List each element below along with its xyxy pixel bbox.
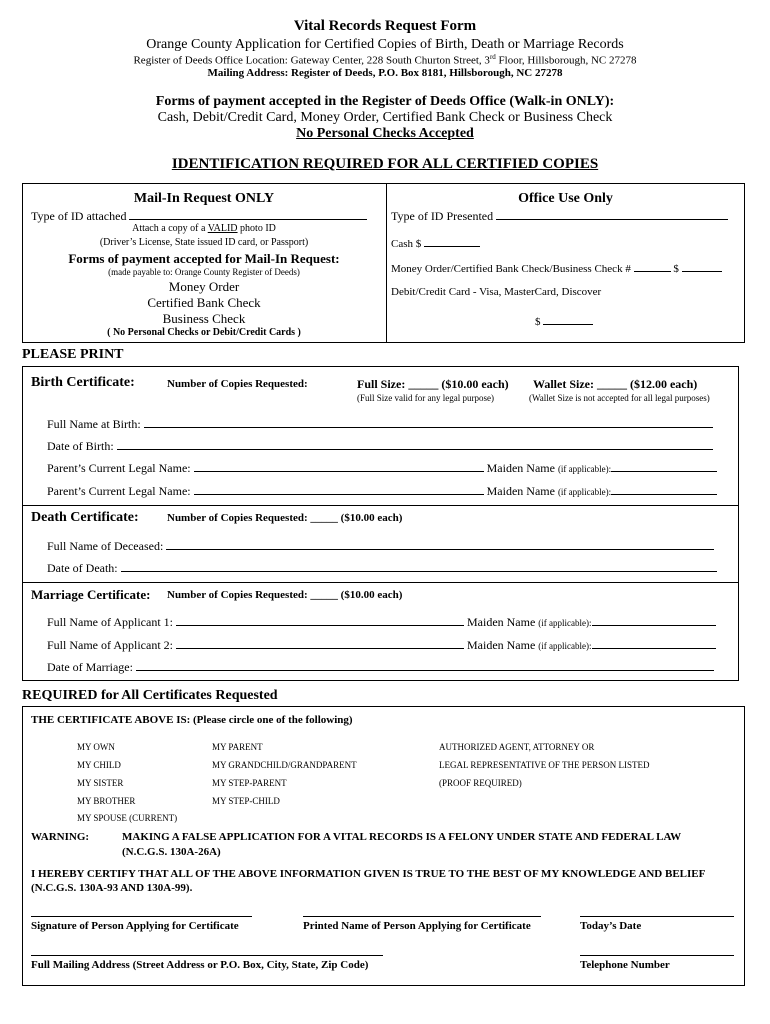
rel-my-parent[interactable]: MY PARENT	[212, 742, 263, 752]
rel-my-grandchild-grandparent[interactable]: MY GRANDCHILD/GRANDPARENT	[212, 760, 357, 770]
warning-text: MAKING A FALSE APPLICATION FOR A VITAL RECORDS IS A FELONY UNDER STATE AND FEDERAL LAW	[122, 831, 682, 843]
todays-date-line[interactable]	[580, 916, 734, 917]
rel-my-brother[interactable]: MY BROTHER	[77, 796, 136, 806]
mail-in-title: Mail-In Request ONLY	[133, 191, 275, 206]
rel-proof-required: (PROOF REQUIRED)	[439, 778, 522, 788]
marriage-applicant1-field[interactable]	[176, 614, 464, 626]
rel-my-own[interactable]: MY OWN	[77, 742, 115, 752]
signature-label: Signature of Person Applying for Certificate	[31, 920, 239, 932]
birth-dob-field[interactable]	[117, 438, 713, 450]
birth-full-name: Full Name at Birth:	[47, 416, 713, 432]
marriage-dom-field[interactable]	[136, 659, 714, 671]
birth-dob: Date of Birth:	[47, 438, 713, 454]
rel-my-step-parent[interactable]: MY STEP-PARENT	[212, 778, 287, 788]
rel-authorized-agent[interactable]: AUTHORIZED AGENT, ATTORNEY OR	[439, 742, 595, 752]
rel-legal-representative: LEGAL REPRESENTATIVE OF THE PERSON LISTED	[439, 760, 650, 770]
birth-full-note: (Full Size valid for any legal purpose)	[357, 393, 494, 403]
method-bank-check: Certified Bank Check	[147, 295, 261, 310]
birth-full-size[interactable]: Full Size: _____ ($10.00 each)	[357, 377, 509, 391]
death-title: Death Certificate:	[31, 510, 139, 525]
todays-date-label: Today’s Date	[580, 920, 642, 932]
method-business-check: Business Check	[162, 311, 246, 326]
marriage-title: Marriage Certificate:	[31, 587, 151, 602]
birth-parent1-field[interactable]	[194, 460, 484, 472]
certify-statement: I HEREBY CERTIFY THAT ALL OF THE ABOVE INFORMATION GIVEN IS TRUE TO THE BEST OF MY KNOWLEDGE AND BELIEF	[31, 868, 706, 880]
marriage-dom: Date of Marriage:	[47, 659, 714, 675]
office-total-field[interactable]	[543, 313, 593, 325]
mail-in-id-type-field[interactable]	[129, 208, 367, 220]
office-location: Register of Deeds Office Location: Gateway Center, 228 South Churton Street, 3rd Floor, Hillsborough, NC 27278	[133, 53, 637, 67]
death-copies-label[interactable]: Number of Copies Requested: _____ ($10.00 each)	[167, 512, 403, 524]
mail-in-id-type: Type of ID attached	[31, 208, 367, 224]
walkin-payment-heading: Forms of payment accepted in the Register of Deeds Office (Walk-in ONLY):	[155, 94, 615, 109]
form-title: Vital Records Request Form	[293, 18, 477, 34]
birth-parent1: Parent’s Current Legal Name: Maiden Name (if applicable):	[47, 460, 717, 476]
printed-name-label: Printed Name of Person Applying for Certificate	[303, 920, 531, 932]
death-marriage-divider	[22, 582, 739, 583]
marriage-applicant2-field[interactable]	[176, 637, 464, 649]
circle-instruction: THE CERTIFICATE ABOVE IS: (Please circle one of the following)	[31, 714, 353, 726]
payable-to: (made payable to: Orange County Register of Deeds)	[108, 267, 300, 277]
office-money-order: Money Order/Certified Bank Check/Business Check # $	[391, 260, 722, 275]
id-required-heading: IDENTIFICATION REQUIRED FOR ALL CERTIFIED COPIES	[171, 156, 599, 172]
form-subtitle: Orange County Application for Certified Copies of Birth, Death or Marriage Records	[146, 37, 624, 52]
office-total: $	[535, 313, 593, 328]
office-check-number-field[interactable]	[634, 260, 671, 272]
printed-name-line[interactable]	[303, 916, 541, 917]
marriage-applicant2-maiden-field[interactable]	[592, 637, 716, 649]
marriage-copies-label[interactable]: Number of Copies Requested: _____ ($10.00 each)	[167, 589, 403, 601]
mailing-address-label: Full Mailing Address (Street Address or P.O. Box, City, State, Zip Code)	[31, 959, 369, 971]
birth-title: Birth Certificate:	[31, 375, 135, 390]
marriage-applicant1-maiden-field[interactable]	[592, 614, 716, 626]
box-divider	[386, 183, 387, 343]
office-id-type: Type of ID Presented	[391, 208, 728, 224]
rel-my-sister[interactable]: MY SISTER	[77, 778, 124, 788]
office-use-title: Office Use Only	[518, 191, 613, 206]
death-full-name-field[interactable]	[166, 538, 714, 550]
mailing-address-line[interactable]	[31, 955, 383, 956]
birth-full-name-field[interactable]	[144, 416, 713, 428]
office-check-amount-field[interactable]	[682, 260, 722, 272]
office-id-type-field[interactable]	[496, 208, 728, 220]
telephone-label: Telephone Number	[580, 959, 670, 971]
office-cash-field[interactable]	[424, 235, 480, 247]
marriage-applicant2: Full Name of Applicant 2: Maiden Name (if applicable):	[47, 637, 716, 653]
id-examples: (Driver’s License, State issued ID card, or Passport)	[99, 237, 309, 248]
method-money-order: Money Order	[168, 279, 240, 294]
please-print: PLEASE PRINT	[22, 347, 124, 362]
certify-statute: (N.C.G.S. 130A-93 AND 130A-99).	[31, 882, 193, 894]
warning-label: WARNING:	[31, 831, 90, 843]
birth-wallet-size[interactable]: Wallet Size: _____ ($12.00 each)	[533, 377, 698, 391]
rel-my-spouse[interactable]: MY SPOUSE (CURRENT)	[77, 813, 178, 823]
mailing-address: Mailing Address: Register of Deeds, P.O. Box 8181, Hillsborough, NC 27278	[207, 67, 563, 79]
rel-my-child[interactable]: MY CHILD	[77, 760, 121, 770]
walkin-payment-methods: Cash, Debit/Credit Card, Money Order, Certified Bank Check or Business Check	[157, 110, 613, 125]
birth-parent2: Parent’s Current Legal Name: Maiden Name (if applicable):	[47, 483, 717, 499]
death-dod: Date of Death:	[47, 560, 717, 576]
birth-parent2-field[interactable]	[194, 483, 484, 495]
warning-statute: (N.C.G.S. 130A-26A)	[122, 846, 221, 858]
birth-death-divider	[22, 505, 739, 506]
death-full-name: Full Name of Deceased:	[47, 538, 714, 554]
signature-line[interactable]	[31, 916, 252, 917]
attach-valid-id: Attach a copy of a VALID photo ID	[132, 223, 276, 234]
no-personal-checks: No Personal Checks Accepted	[296, 126, 474, 141]
telephone-line[interactable]	[580, 955, 734, 956]
birth-parent2-maiden-field[interactable]	[611, 483, 717, 495]
office-cash: Cash $	[391, 235, 480, 250]
required-heading: REQUIRED for All Certificates Requested	[22, 688, 278, 703]
mail-in-payment-heading: Forms of payment accepted for Mail-In Request:	[68, 251, 340, 266]
birth-copies-label: Number of Copies Requested:	[167, 378, 308, 390]
office-debit: Debit/Credit Card - Visa, MasterCard, Discover	[391, 286, 602, 298]
mail-in-no-checks: ( No Personal Checks or Debit/Credit Cards )	[107, 327, 301, 338]
marriage-applicant1: Full Name of Applicant 1: Maiden Name (if applicable):	[47, 614, 716, 630]
death-dod-field[interactable]	[121, 560, 717, 572]
birth-parent1-maiden-field[interactable]	[611, 460, 717, 472]
rel-my-step-child[interactable]: MY STEP-CHILD	[212, 796, 280, 806]
birth-wallet-note: (Wallet Size is not accepted for all legal purposes)	[529, 393, 710, 403]
